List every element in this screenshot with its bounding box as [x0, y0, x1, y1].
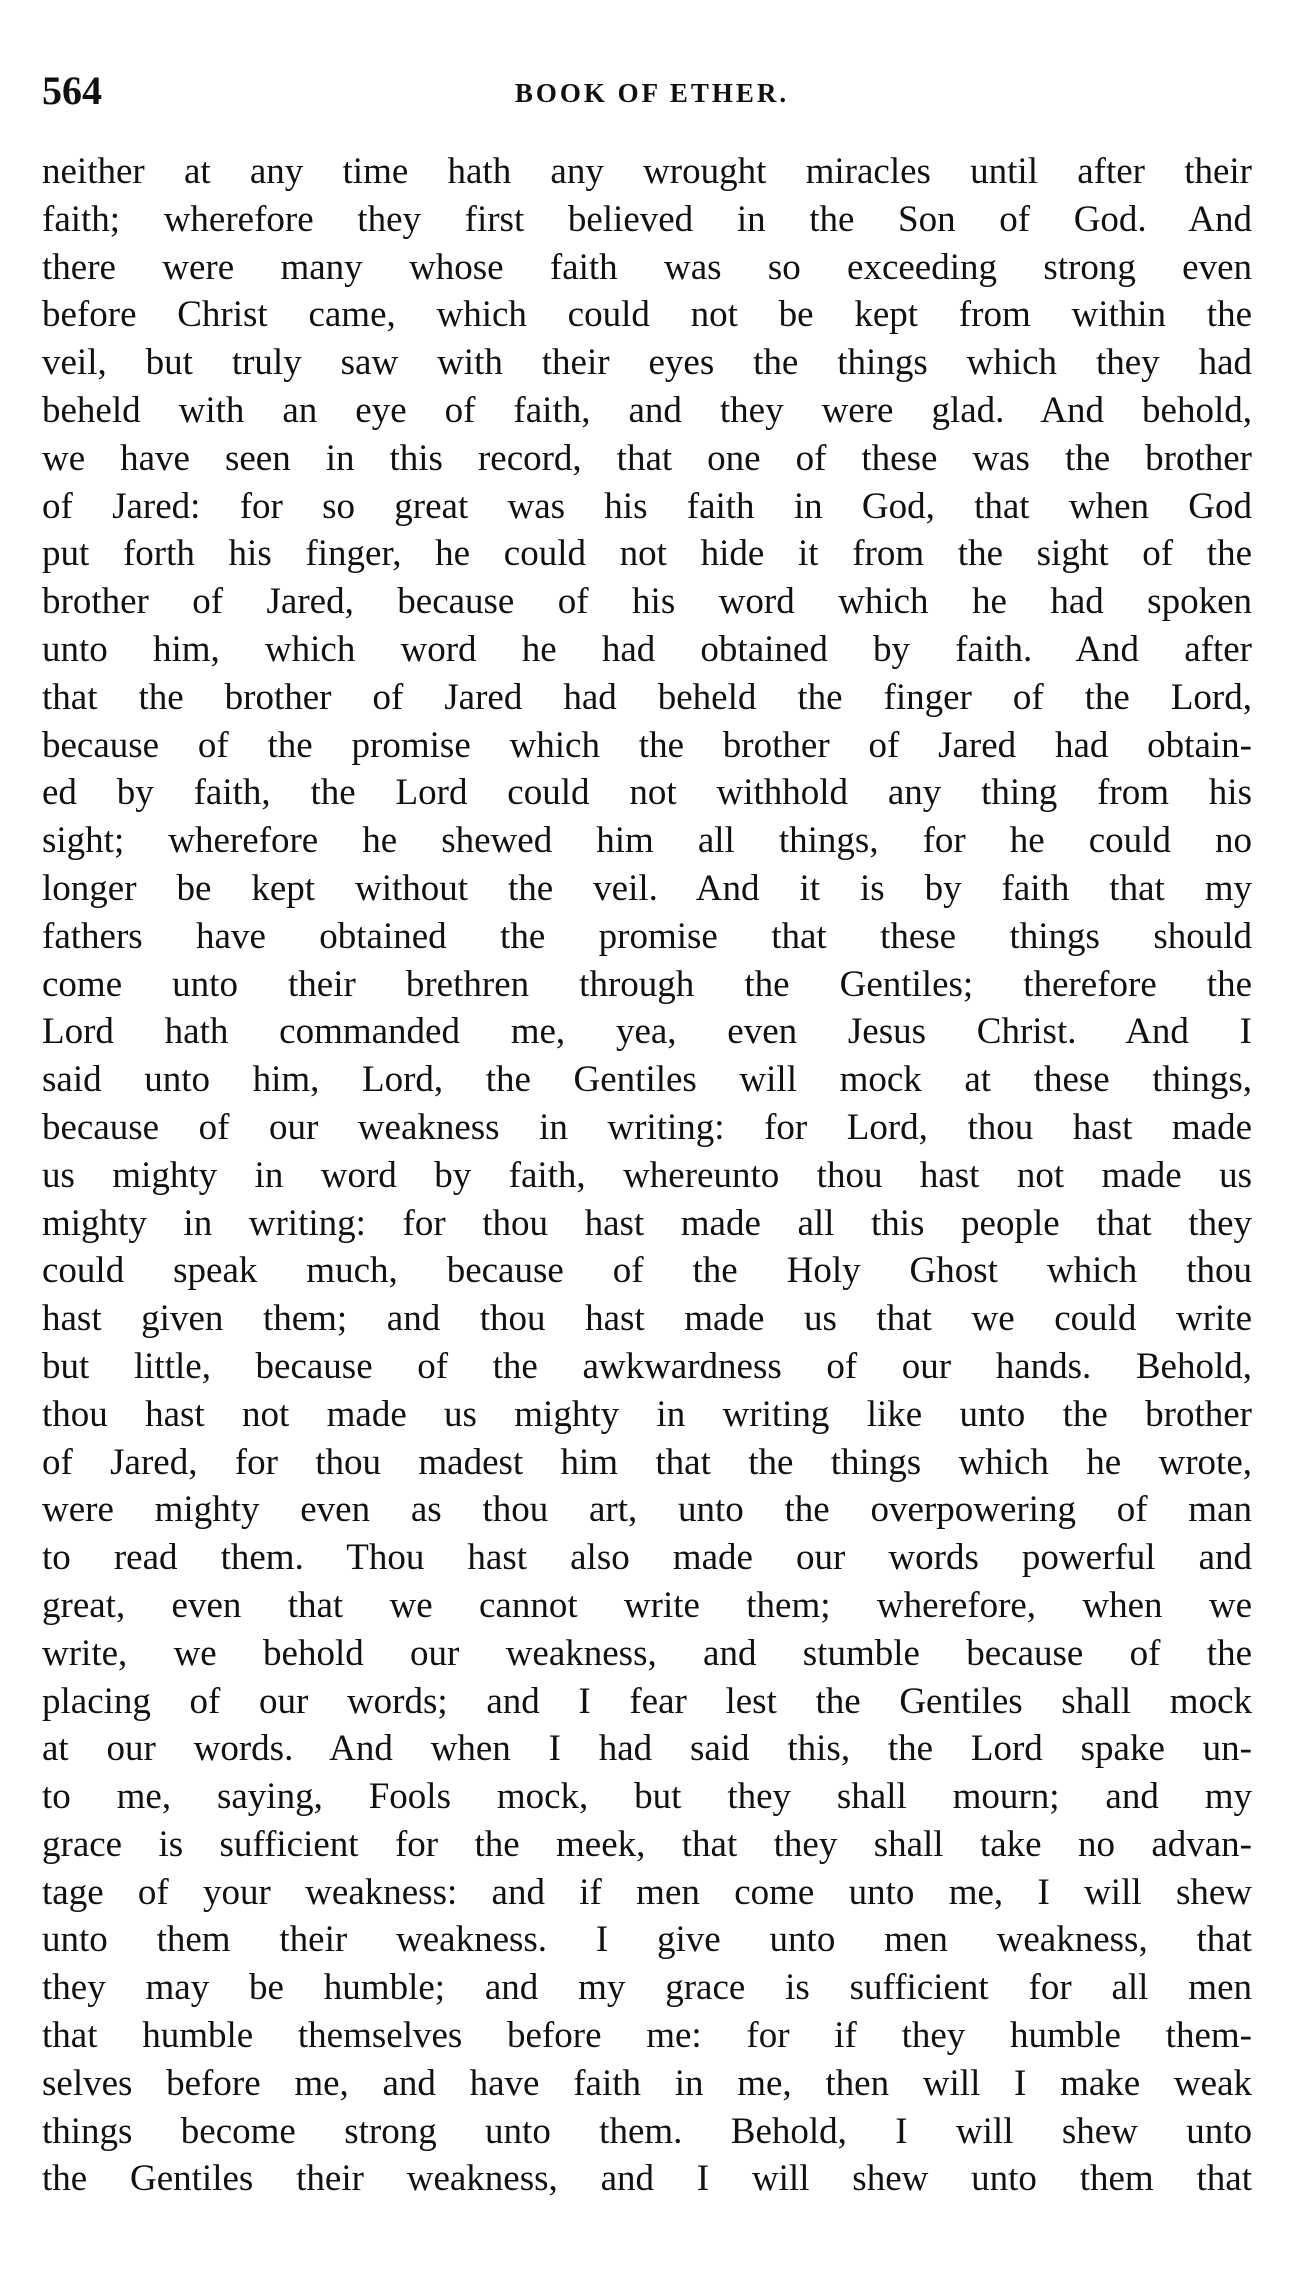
- text-line: mighty in writing: for thou hast made all this people that they: [42, 1202, 1252, 1244]
- text-line: to me, saying, Fools mock, but they shall mourn; and my: [42, 1776, 1252, 1818]
- text-line: said unto him, Lord, the Gentiles will mock at these things,: [42, 1059, 1252, 1101]
- text-line: sight; wherefore he shewed him all things, for he could no: [42, 820, 1252, 862]
- text-line: tage of your weakness: and if men come unto me, I will shew: [42, 1871, 1252, 1913]
- text-line: unto him, which word he had obtained by faith. And after: [42, 628, 1252, 670]
- text-line: faith; wherefore they first believed in the Son of God. And: [42, 198, 1252, 240]
- page-number: 564: [42, 68, 102, 113]
- text-line: grace is sufficient for the meek, that they shall take no advan-: [42, 1823, 1252, 1865]
- text-line: ed by faith, the Lord could not withhold any thing from his: [42, 772, 1252, 814]
- text-line: there were many whose faith was so exceeding strong even: [42, 246, 1252, 288]
- text-line: come unto their brethren through the Gentiles; therefore the: [42, 963, 1252, 1005]
- text-line: Lord hath commanded me, yea, even Jesus Christ. And I: [42, 1011, 1252, 1053]
- text-line: could speak much, because of the Holy Ghost which thou: [42, 1250, 1252, 1292]
- text-line: thou hast not made us mighty in writing like unto the brother: [42, 1393, 1252, 1435]
- body-text: [42, 148, 1252, 2203]
- text-line: great, even that we cannot write them; wherefore, when we: [42, 1584, 1252, 1626]
- text-line: beheld with an eye of faith, and they were glad. And behold,: [42, 389, 1252, 431]
- text-line: we have seen in this record, that one of these was the brother: [42, 437, 1252, 479]
- text-line: veil, but truly saw with their eyes the things which they had: [42, 342, 1252, 384]
- text-line: that humble themselves before me: for if they humble them-: [42, 2015, 1252, 2057]
- running-head: BOOK OF ETHER.: [514, 78, 790, 108]
- text-line: were mighty even as thou art, unto the overpowering of man: [42, 1489, 1252, 1531]
- text-line: the Gentiles their weakness, and I will shew unto them that: [42, 2158, 1252, 2200]
- text-line: neither at any time hath any wrought miracles until after their: [42, 151, 1252, 192]
- text-line: put forth his finger, he could not hide it from the sight of the: [42, 533, 1252, 575]
- text-line: write, we behold our weakness, and stumble because of the: [42, 1632, 1252, 1674]
- text-line: they may be humble; and my grace is sufficient for all men: [42, 1967, 1252, 2009]
- text-line: hast given them; and thou hast made us that we could write: [42, 1298, 1252, 1340]
- text-line: that the brother of Jared had beheld the finger of the Lord,: [42, 676, 1252, 718]
- text-line: to read them. Thou hast also made our words powerful and: [42, 1537, 1252, 1579]
- text-line: fathers have obtained the promise that these things should: [42, 915, 1252, 957]
- text-line: placing of our words; and I fear lest the Gentiles shall mock: [42, 1680, 1252, 1722]
- text-line: us mighty in word by faith, whereunto thou hast not made us: [42, 1154, 1252, 1196]
- text-line: brother of Jared, because of his word which he had spoken: [42, 581, 1252, 623]
- text-line: because of our weakness in writing: for Lord, thou hast made: [42, 1106, 1252, 1148]
- text-line: but little, because of the awkwardness of our hands. Behold,: [42, 1345, 1252, 1387]
- text-line: of Jared: for so great was his faith in God, that when God: [42, 485, 1252, 527]
- text-line: things become strong unto them. Behold, I will shew unto: [42, 2110, 1252, 2152]
- page-header: [42, 66, 1262, 116]
- text-line: because of the promise which the brother of Jared had obtain-: [42, 724, 1252, 766]
- text-line: of Jared, for thou madest him that the things which he wrote,: [42, 1441, 1252, 1483]
- text-line: before Christ came, which could not be kept from within the: [42, 294, 1252, 336]
- text-line: longer be kept without the veil. And it is by faith that my: [42, 867, 1252, 909]
- text-line: at our words. And when I had said this, the Lord spake un-: [42, 1728, 1252, 1770]
- text-line: unto them their weakness. I give unto men weakness, that: [42, 1919, 1252, 1961]
- text-line: selves before me, and have faith in me, then will I make weak: [42, 2062, 1252, 2104]
